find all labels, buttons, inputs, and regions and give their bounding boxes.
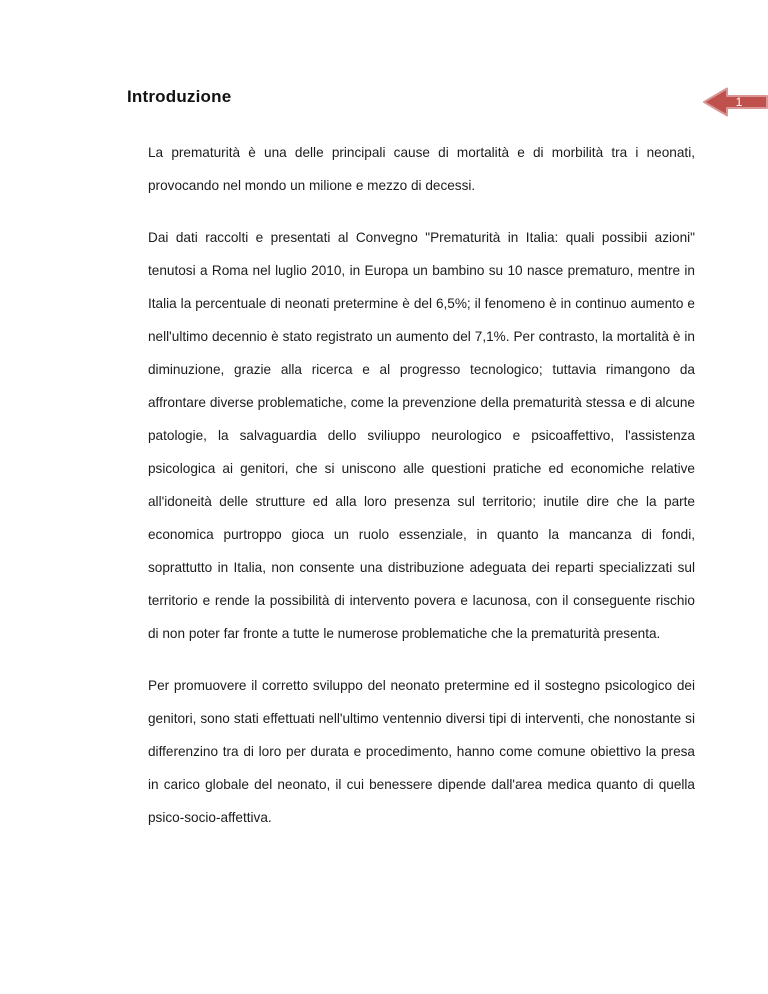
paragraph-interventions: Per promuovere il corretto sviluppo del neonato pretermine ed il sostegno psicologico dei genitori, sono stati effettuati nell'ultimo ventennio diversi tipi di interventi, che nonostante si differenzino tra di loro per durata e procedimento, hanno come comune obiettivo la presa in carico globale del neonato, il cui benessere dipende dall'area medica quanto di quella psico-socio-affettiva. <box>148 678 695 825</box>
page-number-arrow-badge <box>703 86 768 118</box>
page-number: 1 <box>735 94 743 109</box>
page-title: Introduzione <box>127 87 232 106</box>
body-text <box>148 136 695 853</box>
paragraph-convegno-statistics: Dai dati raccolti e presentati al Convegno "Prematurità in Italia: quali possibii azioni" tenutosi a Roma nel luglio 2010, in Europa un bambino su 10 nasce prematuro, mentre in Italia la percentuale di neonati pretermine è del 6,5%; il fenomeno è in continuo aumento e nell'ultimo decennio è stato registrato un aumento del 7,1%. Per contrasto, la mortalità è in diminuzione, grazie alla ricerca e al progresso tecnologico; tuttavia rimangono da affrontare diverse problematiche, come la prevenzione della prematurità stessa e di alcune patologie, la salvaguardia dello sviliuppo neurologico e psicoaffettivo, l'assistenza psicologica ai genitori, che si uniscono alle questioni pratiche ed economiche relative all'idoneità delle strutture ed alla loro presenza sul territorio; inutile dire che la parte economica purtroppo gioca un ruolo essenziale, in quanto la mancanza di fondi, soprattutto in Italia, non consente una distribuzione adeguata dei reparti specializzati sul territorio e rende la possibilità di intervento povera e lacunosa, con il conseguente rischio di non poter far fronte a tutte le numerose problematiche che la prematurità presenta. <box>148 230 695 641</box>
paragraph-intro-mortality: La prematurità è una delle principali cause di mortalità e di morbilità tra i neonati, provocando nel mondo un milione e mezzo di decessi. <box>148 145 695 193</box>
